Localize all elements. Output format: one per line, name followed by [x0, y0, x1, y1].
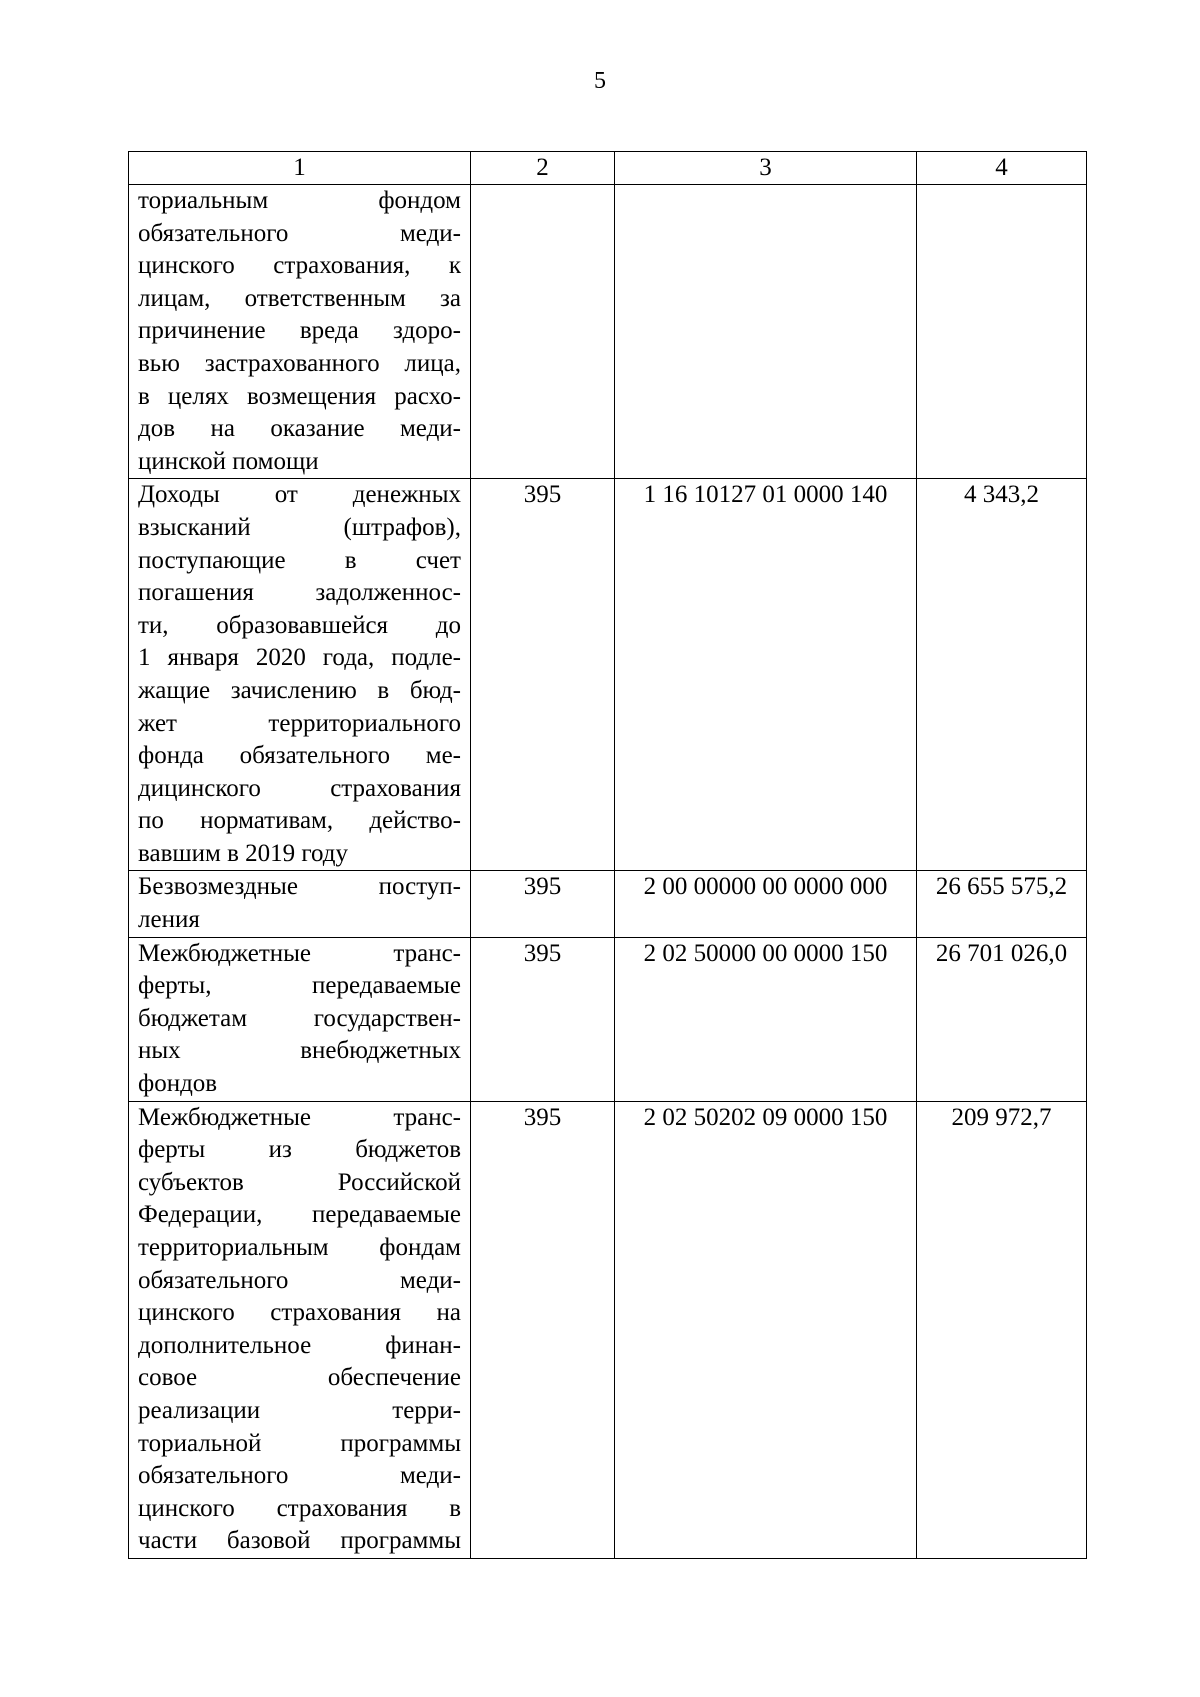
description-line: обязательного меди-: [138, 1266, 461, 1294]
description-line: территориальным фондам: [138, 1234, 461, 1261]
description-line: реализации терри-: [138, 1396, 461, 1424]
table-header-row: [129, 152, 1087, 185]
row-description: [129, 937, 471, 1101]
description-line: вавшим в 2019 году: [138, 839, 349, 867]
row-admin-code: 395: [471, 1101, 615, 1558]
description-line: ления: [138, 906, 200, 934]
description-line: Межбюджетные транс-: [138, 939, 461, 967]
description-line: фондов: [138, 1070, 218, 1098]
description-line: ных внебюджетных: [138, 1037, 461, 1065]
description-line: Межбюджетные транс-: [138, 1103, 461, 1131]
row-classification-code: 2 02 50202 09 0000 150: [615, 1101, 917, 1558]
description-line: бюджетам государствен-: [138, 1004, 461, 1032]
description-line: цинского страхования в: [138, 1494, 461, 1522]
description-line: ториальной программы: [138, 1429, 461, 1457]
description-line: ти, образовавшейся до: [138, 611, 461, 639]
description-line: цинской помощи: [138, 447, 319, 475]
description-line: цинского страхования, к: [138, 252, 461, 280]
description-line: лицам, ответственным за: [138, 284, 461, 312]
description-line: причинение вреда здоро-: [138, 317, 461, 345]
description-line: жащие зачислению в бюд-: [138, 676, 461, 704]
description-line: взысканий (штрафов),: [138, 513, 461, 541]
row-classification-code: 2 00 00000 00 0000 000: [615, 871, 917, 937]
description-line: ферты, передаваемые: [138, 972, 461, 1000]
row-classification-code: [615, 185, 917, 479]
row-amount: 26 701 026,0: [917, 937, 1087, 1101]
row-admin-code: 395: [471, 871, 615, 937]
description-line: жет территориального: [138, 709, 461, 737]
description-line: 1 января 2020 года, подле-: [138, 644, 461, 672]
row-classification-code: 2 02 50000 00 0000 150: [615, 937, 917, 1101]
header-col-2: 2: [471, 152, 615, 185]
row-amount: 26 655 575,2: [917, 871, 1087, 937]
page-number: 5: [594, 68, 606, 94]
table-row: [129, 479, 1087, 871]
description-line: субъектов Российской: [138, 1168, 461, 1196]
row-description: [129, 185, 471, 479]
row-admin-code: 395: [471, 479, 615, 871]
description-line: погашения задолженнос-: [138, 579, 461, 607]
description-line: цинского страхования на: [138, 1299, 461, 1327]
row-description: [129, 1101, 471, 1558]
description-line: дополнительное финан-: [138, 1331, 461, 1359]
description-line: части базовой программы: [138, 1527, 461, 1555]
description-line: обязательного меди-: [138, 1462, 461, 1490]
description-line: ферты из бюджетов: [138, 1136, 461, 1164]
description-line: дов на оказание меди-: [138, 415, 461, 443]
description-line: дицинского страхования: [138, 774, 461, 802]
row-admin-code: 395: [471, 937, 615, 1101]
description-line: фонда обязательного ме-: [138, 742, 461, 770]
row-amount: 4 343,2: [917, 479, 1087, 871]
table-row: [129, 937, 1087, 1101]
description-line: Безвозмездные поступ-: [138, 873, 461, 901]
description-line: в целях возмещения расхо-: [138, 382, 461, 410]
description-line: вью застрахованного лица,: [138, 349, 461, 377]
header-col-1: 1: [129, 152, 471, 185]
description-line: по нормативам, действо-: [138, 807, 461, 835]
row-amount: [917, 185, 1087, 479]
header-col-4: 4: [917, 152, 1087, 185]
description-line: Федерации, передаваемые: [138, 1201, 461, 1229]
description-line: совое обеспечение: [138, 1364, 461, 1392]
row-amount: 209 972,7: [917, 1101, 1087, 1558]
table-row: [129, 1101, 1087, 1558]
row-description: [129, 871, 471, 937]
description-line: поступающие в счет: [138, 546, 461, 574]
budget-revenue-table: [128, 151, 1087, 1559]
row-classification-code: 1 16 10127 01 0000 140: [615, 479, 917, 871]
header-col-3: 3: [615, 152, 917, 185]
row-description: [129, 479, 471, 871]
row-admin-code: [471, 185, 615, 479]
table-row: [129, 871, 1087, 937]
description-line: Доходы от денежных: [138, 481, 461, 509]
description-line: обязательного меди-: [138, 219, 461, 247]
description-line: ториальным фондом: [138, 187, 461, 214]
table-row: [129, 185, 1087, 479]
